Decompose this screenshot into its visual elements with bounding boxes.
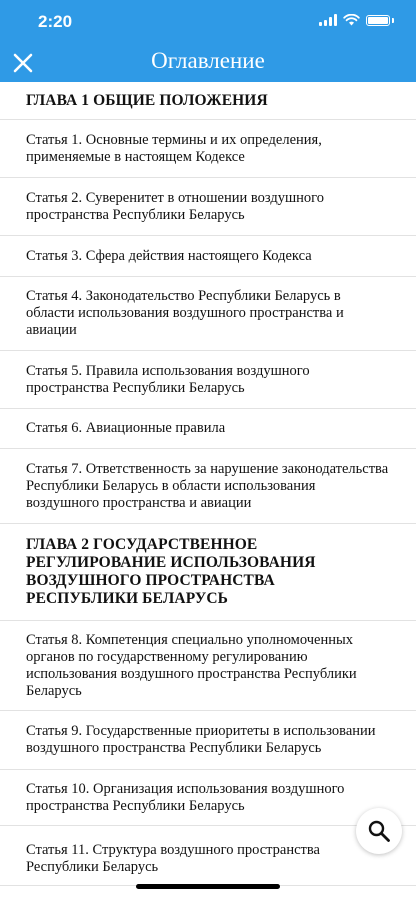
toc-item-label: Статья 1. Основные термины и их определения, применяемые в настоящем Кодексе (26, 131, 322, 165)
battery-icon (366, 15, 390, 26)
nav-bar (0, 44, 416, 82)
toc-item-label: Статья 6. Авиационные правила (26, 420, 226, 436)
toc-item-label: ГЛАВА 1 ОБЩИЕ ПОЛОЖЕНИЯ (26, 91, 268, 109)
toc-item-label: Статья 3. Сфера действия настоящего Кодекса (26, 247, 312, 264)
cellular-signal-icon (319, 14, 337, 26)
status-time: 2:20 (38, 12, 73, 31)
toc-item[interactable] (0, 409, 416, 449)
toc-item-label: Статья 5. Правила использования воздушного пространства Республики Беларусь (26, 362, 310, 396)
toc-item[interactable] (0, 449, 416, 524)
toc-item[interactable] (0, 351, 416, 409)
toc-item-label: Статья 2. Суверенитет в отношении воздушного пространства Республики Беларусь (26, 189, 324, 223)
page-title: Оглавление (151, 48, 265, 73)
home-indicator (136, 884, 280, 889)
toc-item-label: Статья 7. Ответственность за нарушение законодательства Республики Беларусь в области использования воздушного пространства и авиации (26, 460, 389, 511)
toc-item-label: Статья 10. Организация использования воздушного пространства Республики Беларусь (26, 780, 345, 814)
search-icon (367, 819, 391, 843)
search-button[interactable] (356, 808, 402, 854)
status-bar (0, 0, 416, 44)
toc-item[interactable] (0, 711, 416, 770)
toc-item-label: Статья 8. Компетенция специально уполномоченных органов по государственному регулированию использования воздушного пространства Республики Беларусь (26, 631, 357, 699)
toc-item-label: Статья 9. Государственные приоритеты в использовании воздушного пространства Республики Беларусь (26, 723, 376, 756)
toc-item[interactable] (0, 178, 416, 236)
status-icons (319, 14, 394, 26)
toc-chapter[interactable] (0, 82, 416, 120)
toc-item-label: Статья 11. Структура воздушного пространства Республики Беларусь (26, 842, 320, 875)
toc-item[interactable] (0, 621, 416, 711)
toc-item[interactable] (0, 277, 416, 351)
toc-item[interactable] (0, 826, 416, 886)
toc-item[interactable] (0, 120, 416, 178)
wifi-icon (343, 14, 360, 26)
toc-item[interactable] (0, 236, 416, 277)
table-of-contents (0, 82, 416, 900)
toc-item[interactable] (0, 770, 416, 826)
toc-item-label: Статья 4. Законодательство Республики Беларусь в области использования воздушного пространства и авиации (26, 288, 344, 338)
toc-item-label: ГЛАВА 2 ГОСУДАРСТВЕННОЕ РЕГУЛИРОВАНИЕ ИСПОЛЬЗОВАНИЯ ВОЗДУШНОГО ПРОСТРАНСТВА РЕСПУБЛИКИ БЕЛАРУСЬ (26, 536, 316, 607)
toc-chapter[interactable] (0, 524, 416, 621)
